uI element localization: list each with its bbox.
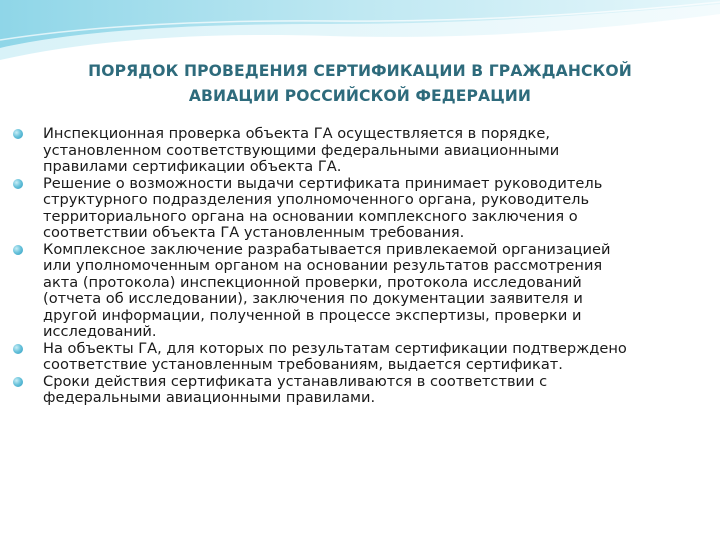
bullet-line: другой информации, полученной в процессе экспертизы, проверки и xyxy=(43,306,582,324)
bullet-line: соответствии объекта ГА установленным требования. xyxy=(43,224,465,241)
slide-title-line-2: АВИАЦИИ РОССИЙСКОЙ ФЕДЕРАЦИИ xyxy=(188,87,532,105)
bullet-item-validity xyxy=(10,374,695,407)
bullet-item-conclusion xyxy=(10,242,695,341)
slide-title-line-1: ПОРЯДОК ПРОВЕДЕНИЯ СЕРТИФИКАЦИИ В ГРАЖДАНСКОЙ xyxy=(88,62,632,80)
bullet-line: соответствие установленным требованиям, выдается сертификат. xyxy=(43,356,563,373)
bullet-dot-icon xyxy=(13,377,23,387)
bullet-line: Решение о возможности выдачи сертификата принимает руководитель xyxy=(43,174,603,192)
bullet-item-certificate-issue xyxy=(10,341,695,374)
bullet-line: территориального органа на основании комплексного заключения о xyxy=(43,207,578,225)
bullet-item-decision xyxy=(10,176,695,242)
bullet-line: правилами сертификации объекта ГА. xyxy=(43,158,342,175)
bullet-line: или уполномоченным органом на основании результатов рассмотрения xyxy=(43,257,603,274)
slide-title xyxy=(30,59,690,109)
bullet-dot-icon xyxy=(13,129,23,139)
bullet-line: федеральными авиационными правилами. xyxy=(43,389,376,406)
bullet-line: Сроки действия сертификата устанавливаются в соответствии с xyxy=(43,372,548,390)
bullet-dot-icon xyxy=(13,245,23,255)
bullet-dot-icon xyxy=(13,344,23,354)
bullet-line: структурного подразделения уполномоченного органа, руководитель xyxy=(43,191,590,208)
bullet-line: установленном соответствующими федеральными авиационными xyxy=(43,141,560,159)
bullet-line: Инспекционная проверка объекта ГА осуществляется в порядке, xyxy=(43,125,550,142)
bullet-line: акта (протокола) инспекционной проверки, протокола исследований xyxy=(43,273,582,291)
bullet-line: Комплексное заключение разрабатывается привлекаемой организацией xyxy=(43,240,611,258)
bullet-item-inspection xyxy=(10,126,695,176)
bullet-list xyxy=(10,126,695,407)
bullet-line: (отчета об исследовании), заключения по документации заявителя и xyxy=(43,290,583,307)
bullet-line: исследований. xyxy=(43,323,157,340)
bullet-line: На объекты ГА, для которых по результатам сертификации подтверждено xyxy=(43,339,627,357)
bullet-dot-icon xyxy=(13,179,23,189)
